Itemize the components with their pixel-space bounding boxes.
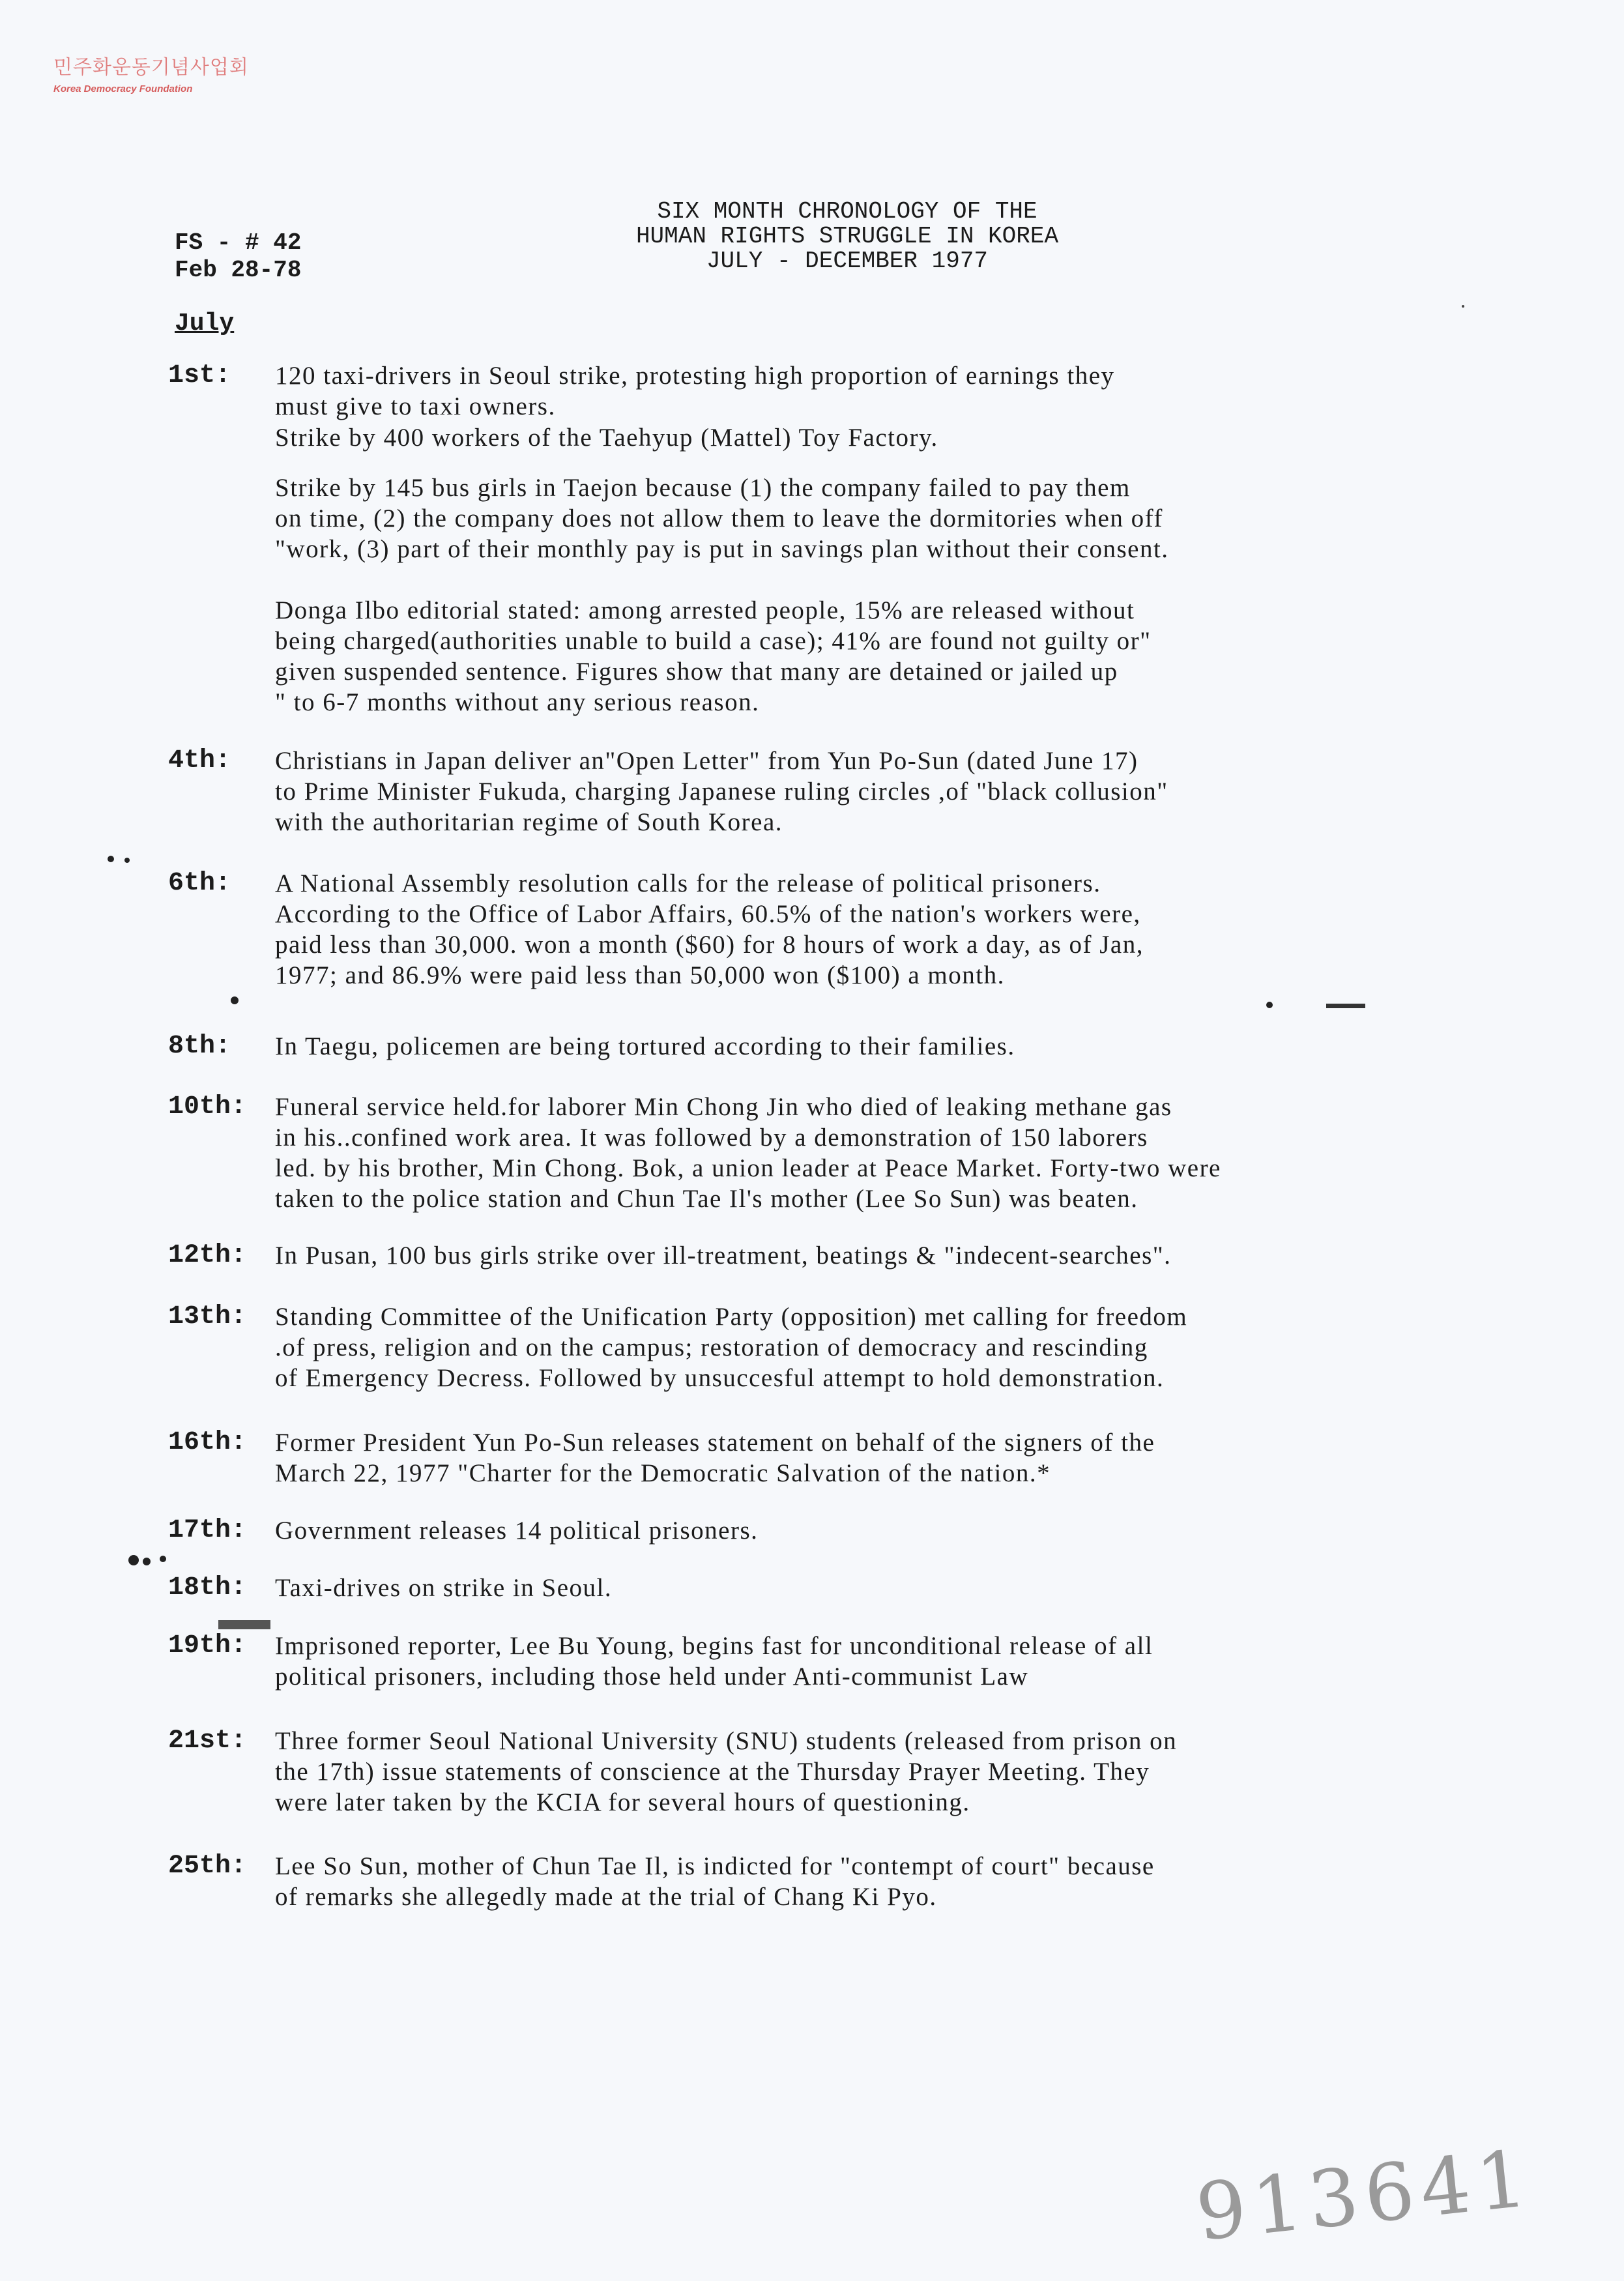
entry-date: 25th: [168,1852,247,1881]
entry-date: 10th: [168,1092,247,1122]
text-line: Donga Ilbo editorial stated: among arrested people, 15% are released without [275,596,1135,624]
text-line: In Pusan, 100 bus girls strike over ill-treatment, beatings & "indecent-searches". [275,1242,1172,1270]
text-line: taken to the police station and Chun Tae Il's mother (Lee So Sun) was beaten. [275,1185,1138,1213]
title-line-3: JULY - DECEMBER 1977 [706,248,989,274]
entry-date: 19th: [168,1631,247,1661]
title-line-2: HUMAN RIGHTS STRUGGLE IN KOREA [635,223,1059,250]
text-line: with the authoritarian regime of South Korea. [275,808,783,836]
text-line: Government releases 14 political prisoners. [275,1517,759,1545]
text-line: political prisoners, including those held under Anti-communist Law [275,1663,1029,1691]
text-line: In Taegu, policemen are being tortured according to their families. [275,1032,1015,1060]
text-line: to Prime Minister Fukuda, charging Japanese ruling circles ,of "black collusion" [275,777,1168,806]
entry-date: 4th: [168,746,231,776]
entry-date: 1st: [168,361,231,390]
text-line: Former President Yun Po-Sun releases statement on behalf of the signers of the [275,1429,1155,1457]
entry-date: 6th: [168,869,231,898]
text-line: Funeral service held.for laborer Min Chong Jin who died of leaking methane gas [275,1093,1172,1121]
title-line-1: SIX MONTH CHRONOLOGY OF THE [657,198,1037,225]
text-line: on time, (2) the company does not allow them to leave the dormitories when off [275,504,1163,532]
text-line: According to the Office of Labor Affairs, 60.5% of the nation's workers were, [275,900,1141,928]
text-line: Three former Seoul National University (SNU) students (released from prison on [275,1727,1178,1755]
text-line: " to 6-7 months without any serious reason. [275,688,760,716]
text-line: led. by his brother, Min Chong. Bok, a union leader at Peace Market. Forty-two were [275,1154,1221,1182]
text-line: Taxi-drives on strike in Seoul. [275,1574,613,1602]
logo-korean-text: 민주화운동기념사업회 [53,56,249,79]
text-line: of Emergency Decress. Followed by unsuccesful attempt to hold demonstration. [275,1364,1165,1392]
text-line: Strike by 145 bus girls in Taejon because (1) the company failed to pay them [275,474,1131,502]
entry-date: 16th: [168,1428,247,1457]
text-line: were later taken by the KCIA for several hours of questioning. [275,1788,970,1816]
text-line: Imprisoned reporter, Lee Bu Young, begins fast for unconditional release of all [275,1632,1153,1660]
entry-date: 21st: [168,1726,247,1756]
logo-english-text: Korea Democracy Foundation [53,83,193,94]
text-line: in his..confined work area. It was followed by a demonstration of 150 laborers [275,1124,1148,1152]
text-line: paid less than 30,000. won a month ($60) for 8 hours of work a day, as of Jan, [275,931,1144,959]
month-heading: July [175,310,235,338]
text-line: Christians in Japan deliver an"Open Letter" from Yun Po-Sun (dated June 17) [275,747,1138,775]
text-line: of remarks she allegedly made at the trial of Chang Ki Pyo. [275,1883,937,1911]
text-line: Standing Committee of the Unification Party (opposition) met calling for freedom [275,1303,1188,1331]
text-line: "work, (3) part of their monthly pay is put in savings plan without their consent. [275,535,1169,563]
entry-date: 8th: [168,1032,231,1061]
text-line: given suspended sentence. Figures show that many are detained or jailed up [275,658,1118,686]
text-line: Lee So Sun, mother of Chun Tae Il, is indicted for "contempt of court" because [275,1852,1155,1880]
text-line: 1977; and 86.9% were paid less than 50,000 won ($100) a month. [275,961,1005,989]
doc-date: Feb 28-78 [175,257,302,283]
text-line: Strike by 400 workers of the Taehyup (Mattel) Toy Factory. [275,424,938,452]
entry-date: 18th: [168,1573,247,1603]
text-line: 120 taxi-drivers in Seoul strike, protesting high proportion of earnings they [275,362,1115,390]
entry-date: 12th: [168,1241,247,1270]
entry-date: 17th: [168,1516,247,1545]
text-line: must give to taxi owners. [275,392,556,420]
text-line: March 22, 1977 "Charter for the Democratic Salvation of the nation.* [275,1459,1051,1487]
text-line: A National Assembly resolution calls for the release of political prisoners. [275,869,1101,897]
handwritten-archive-number: 913641 [1192,2133,1537,2259]
text-line: being charged(authorities unable to build a case); 41% are found not guilty or" [275,627,1152,655]
entry-date: 13th: [168,1302,247,1331]
text-line: the 17th) issue statements of conscience at the Thursday Prayer Meeting. They [275,1758,1150,1786]
doc-number: FS - # 42 [175,229,302,256]
text-line: .of press, religion and on the campus; restoration of democracy and rescinding [275,1333,1148,1361]
